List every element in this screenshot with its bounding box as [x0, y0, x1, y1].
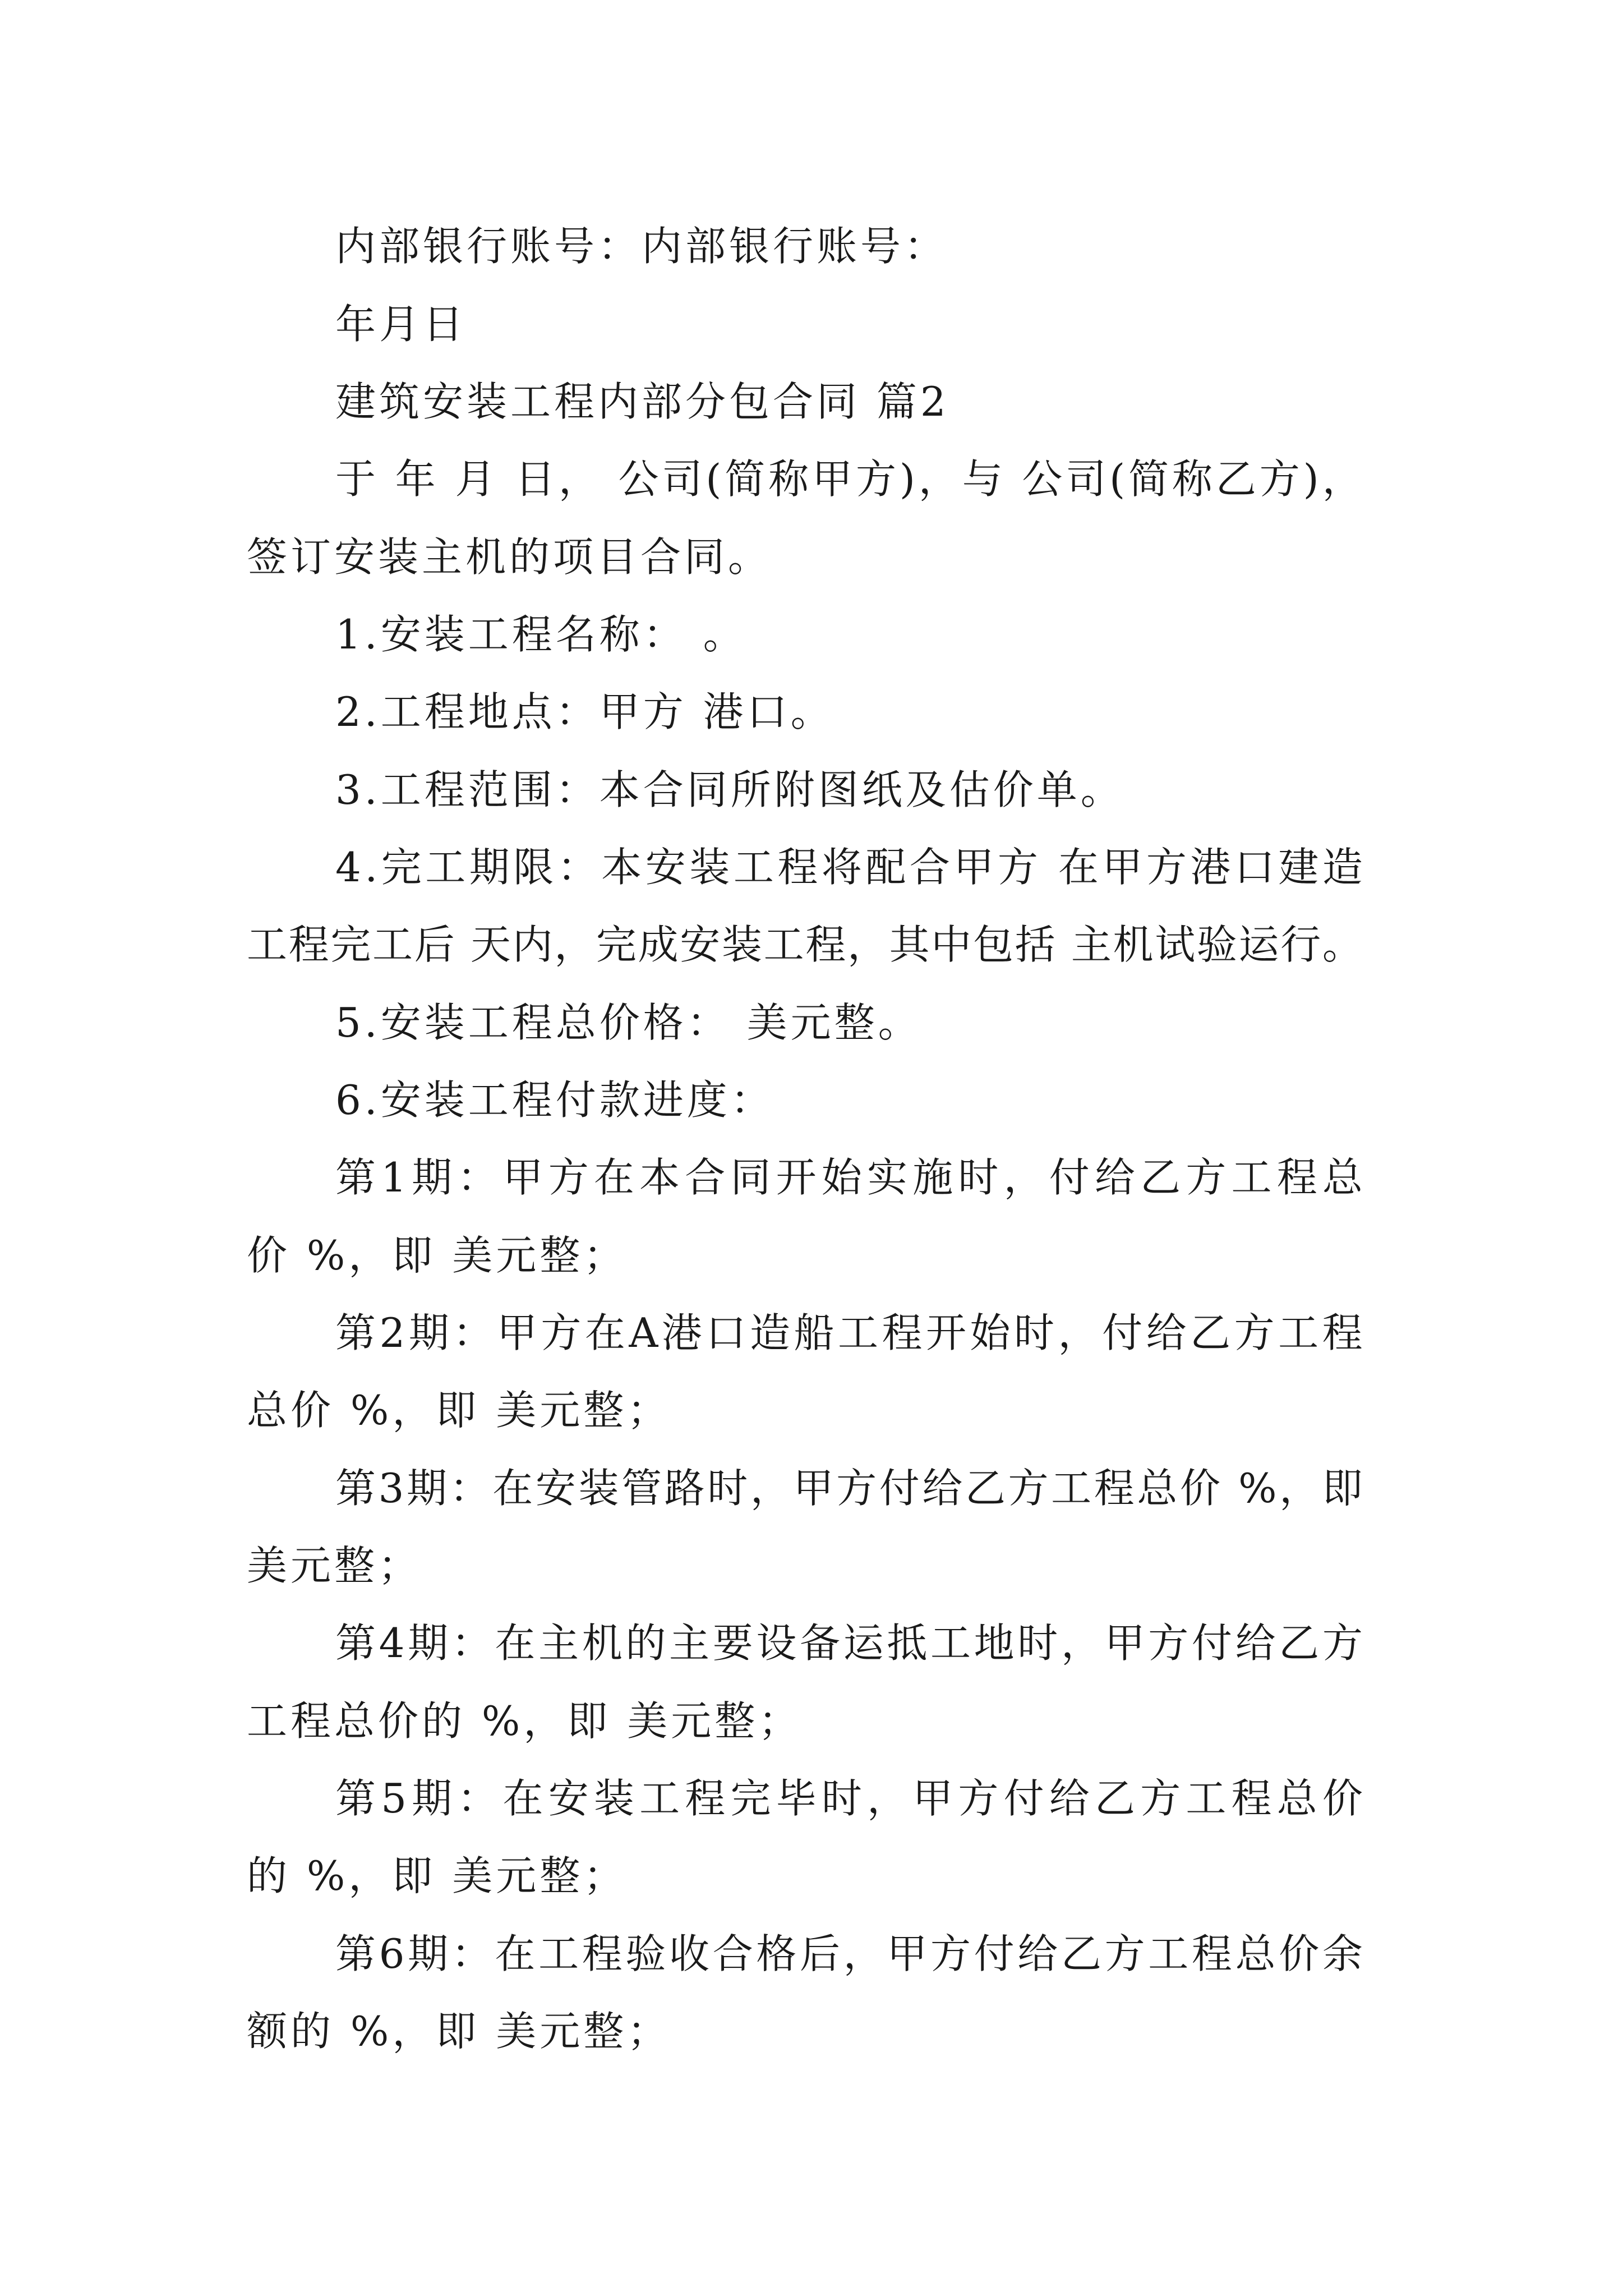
payment-phase-4-line-1: 第 4 期 ： 在 主 机 的 主 要 设 备 运 抵 工 地 时 ， 甲 方 付 给 乙 方 [335, 1619, 1363, 1667]
payment-phase-4-line-2: 工程总价的 %，即 美元整； [247, 1697, 803, 1745]
payment-phase-3-line-2: 美元整； [247, 1542, 422, 1589]
payment-phase-5-line-2: 的 %，即 美元整； [247, 1852, 628, 1899]
clause-4-line-1: 4 . 完 工 期 限 ： 本 安 装 工 程 将 配 合 甲 方 在 甲 方 港 口 建 造 [335, 844, 1363, 891]
contract-intro-line-1: 于 年 月 日 ， 公 司 ( 简 称 甲 方 ) ， 与 公 司 ( 简 称 乙 方 ) ， [335, 455, 1363, 503]
clause-5: 5.安装工程总价格： 美元整。 [335, 999, 922, 1046]
payment-phase-5-line-1: 第 5 期 ： 在 安 装 工 程 完 毕 时 ， 甲 方 付 给 乙 方 工 程 总 价 [335, 1775, 1363, 1822]
payment-phase-6-line-1: 第 6 期 ： 在 工 程 验 收 合 格 后 ， 甲 方 付 给 乙 方 工 程 总 价 余 [335, 1930, 1363, 1977]
payment-phase-3-line-1: 第 3 期 ： 在 安 装 管 路 时 ， 甲 方 付 给 乙 方 工 程 总 价 % ， 即 [335, 1465, 1363, 1512]
payment-phase-1-line-1: 第 1 期 ： 甲 方 在 本 合 同 开 始 实 施 时 ， 付 给 乙 方 工 程 总 [335, 1154, 1363, 1201]
clause-2: 2.工程地点：甲方 港口。 [335, 688, 834, 735]
clause-6: 6.安装工程付款进度： [335, 1076, 774, 1124]
clause-4-line-2: 工 程 完 工 后 天 内 ， 完 成 安 装 工 程 ， 其 中 包 括 主 机 试 验 运 行 。 [247, 921, 1363, 968]
contract-intro-line-2: 签订安装主机的项目合同。 [247, 533, 772, 581]
payment-phase-1-line-2: 价 %，即 美元整； [247, 1232, 628, 1279]
payment-phase-2-line-2: 总价 %，即 美元整； [247, 1387, 671, 1434]
clause-3: 3.工程范围：本合同所附图纸及估价单。 [335, 766, 1124, 813]
section-heading: 建筑安装工程内部分包合同 篇2 [335, 378, 949, 425]
payment-phase-2-line-1: 第 2 期 ： 甲 方 在 A 港 口 造 船 工 程 开 始 时 ， 付 给 乙 方 工 程 [335, 1309, 1363, 1356]
bank-account-line: 内部银行账号：内部银行账号： [335, 223, 948, 270]
clause-1: 1.安装工程名称： 。 [335, 611, 747, 658]
date-line: 年月日 [335, 301, 467, 348]
payment-phase-6-line-2: 额的 %，即 美元整； [247, 2008, 671, 2055]
